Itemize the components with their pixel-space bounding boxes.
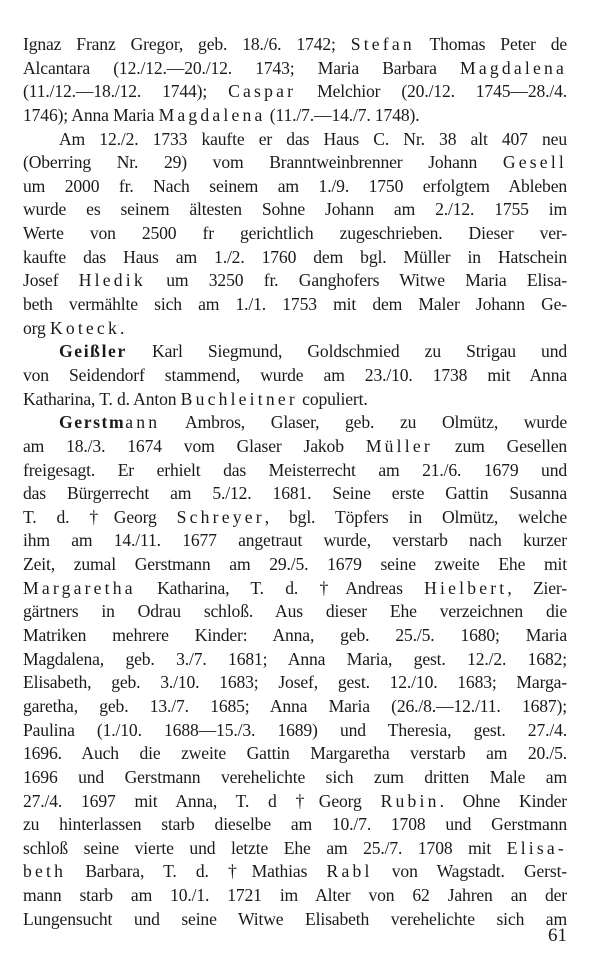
text-line bbox=[23, 742, 567, 766]
text-run: um 2000 fr. Nach seinem am 1./9. 1750 erfolgtem Ableben bbox=[23, 175, 567, 196]
text-run: Werte von 2500 fr gerichtlich zugeschrieben. Dieser ver- bbox=[23, 223, 567, 244]
text-run: ihm am 14./11. 1677 angetraut wurde, verstarb nach kurzer bbox=[23, 530, 567, 551]
spaced-name: Rabl bbox=[326, 861, 373, 882]
text-line bbox=[23, 671, 567, 695]
text-line bbox=[23, 388, 567, 412]
text-run: Melchior (20./12. 1745—28./4. bbox=[296, 81, 567, 102]
text-line bbox=[23, 813, 567, 837]
text-run: . bbox=[119, 317, 125, 338]
text-run: am 18./3. 1674 vom Glaser Jakob bbox=[23, 435, 366, 456]
spaced-name: Gesell bbox=[502, 152, 567, 173]
text-line bbox=[23, 860, 567, 884]
text-run: (Oberring Nr. 29) vom Branntweinbrenner Johann bbox=[23, 152, 503, 173]
text-line bbox=[23, 506, 567, 530]
text-line bbox=[23, 435, 567, 459]
text-line bbox=[23, 766, 567, 790]
text-run: Josef bbox=[23, 270, 79, 291]
text-run: , Zier- bbox=[507, 577, 567, 598]
spaced-name: Elisa- bbox=[506, 837, 567, 858]
text-run: T. d. †Georg bbox=[23, 506, 177, 527]
text-line bbox=[23, 151, 567, 175]
text-line bbox=[23, 411, 567, 435]
text-run: (11./7.—14./7. 1748). bbox=[265, 104, 420, 125]
page-body bbox=[23, 33, 567, 931]
text-run: freigesagt. Er erhielt das Meisterrecht am 21./6. 1679 und bbox=[23, 459, 567, 480]
text-run: Lungensucht und seine Witwe Elisabeth verehelichte sich am bbox=[23, 908, 567, 929]
text-run: garetha, geb. 13./7. 1685; Anna Maria (26./8.—12./11. 1687); bbox=[23, 695, 567, 716]
entry-heading: Geißler bbox=[59, 341, 127, 362]
text-line bbox=[23, 364, 567, 388]
text-line bbox=[23, 600, 567, 624]
text-line bbox=[23, 459, 567, 483]
text-run: 27./4. 1697 mit Anna, T. d †Georg bbox=[23, 790, 381, 811]
text-run: von Wagstadt. Gerst- bbox=[372, 861, 568, 882]
text-run: um 3250 fr. Ganghofers Witwe Maria Elisa- bbox=[145, 270, 567, 291]
text-line bbox=[23, 553, 567, 577]
text-line bbox=[23, 128, 567, 152]
spaced-name: ann bbox=[125, 412, 161, 433]
text-line bbox=[23, 175, 567, 199]
spaced-name: Koteck bbox=[49, 317, 120, 338]
text-line bbox=[23, 269, 567, 293]
text-line bbox=[23, 246, 567, 270]
text-run: Barbara, T. d. †Mathias bbox=[66, 861, 327, 882]
text-line bbox=[23, 529, 567, 553]
text-run: 1696 und Gerstmann verehelichte sich zum dritten Male am bbox=[23, 766, 567, 787]
text-run: org bbox=[23, 317, 50, 338]
text-run: Katharina, T. d. †Andreas bbox=[135, 577, 425, 598]
text-run: . Ohne Kinder bbox=[439, 790, 567, 811]
entry-heading: Gerstm bbox=[59, 412, 126, 433]
text-line bbox=[23, 222, 567, 246]
text-run: Ignaz Franz Gregor, geb. 18./6. 1742; bbox=[23, 34, 351, 54]
text-line bbox=[23, 837, 567, 861]
text-run: mann starb am 10./1. 1721 im Alter von 62 Jahren an der bbox=[23, 885, 567, 906]
text-line bbox=[23, 317, 567, 341]
text-run: 1746); Anna Maria bbox=[23, 104, 159, 125]
spaced-name: Magdalena bbox=[460, 57, 567, 78]
text-line bbox=[23, 104, 567, 128]
text-run: Alcantara (12./12.—20./12. 1743; Maria Barbara bbox=[23, 57, 461, 78]
text-run: Zeit, zumal Gerstmann am 29./5. 1679 seine zweite Ehe mit bbox=[23, 554, 567, 575]
text-run: Ambros, Glaser, geb. zu Olmütz, wurde bbox=[160, 412, 567, 433]
text-line bbox=[23, 57, 567, 81]
text-run: Thomas Peter de bbox=[414, 34, 567, 54]
text-run: Elisabeth, geb. 3./10. 1683; Josef, gest. 12./10. 1683; Marga- bbox=[23, 672, 567, 693]
text-line bbox=[23, 33, 567, 57]
text-run: kaufte das Haus am 1./2. 1760 dem bgl. Müller in Hatschein bbox=[23, 246, 567, 267]
text-line bbox=[23, 198, 567, 222]
text-run: (11./12.—18./12. 1744); bbox=[23, 81, 229, 102]
text-run: zum Gesellen bbox=[432, 435, 567, 456]
spaced-name: beth bbox=[23, 861, 67, 882]
text-run: copuliert. bbox=[297, 388, 368, 409]
text-run: , bgl. Töpfers in Olmütz, welche bbox=[264, 506, 568, 527]
spaced-name: Caspar bbox=[228, 81, 297, 102]
spaced-name: Hledik bbox=[78, 270, 146, 291]
text-line bbox=[23, 80, 567, 104]
text-line bbox=[23, 884, 567, 908]
text-line bbox=[23, 340, 567, 364]
spaced-name: Schreyer bbox=[176, 506, 265, 527]
text-run: wurde es seinem ältesten Sohne Johann am 2./12. 1755 im bbox=[23, 199, 567, 220]
text-run: zu hinterlassen starb dieselbe am 10./7. 1708 und Gerstmann bbox=[23, 814, 567, 835]
page-number: 61 bbox=[548, 925, 567, 946]
text-run: Matriken mehrere Kinder: Anna, geb. 25./5. 1680; Maria bbox=[23, 625, 567, 646]
text-run: Am 12./2. 1733 kaufte er das Haus C. Nr. 38 alt 407 neu bbox=[59, 128, 567, 149]
paragraph bbox=[23, 340, 567, 411]
text-run: von Seidendorf stammend, wurde am 23./10. 1738 mit Anna bbox=[23, 364, 567, 385]
text-run: gärtners in Odrau schloß. Aus dieser Ehe verzeichnen die bbox=[23, 601, 567, 622]
text-run: schloß seine vierte und letzte Ehe am 25./7. 1708 mit bbox=[23, 837, 507, 858]
text-run: Karl Siegmund, Goldschmied zu Strigau und bbox=[126, 341, 567, 362]
text-line bbox=[23, 648, 567, 672]
text-run: 1696. Auch die zweite Gattin Margaretha verstarb am 20./5. bbox=[23, 743, 567, 764]
spaced-name: Buchleitner bbox=[180, 388, 298, 409]
text-line bbox=[23, 719, 567, 743]
text-line bbox=[23, 908, 567, 932]
spaced-name: Magdalena bbox=[158, 104, 266, 125]
spaced-name: Stefan bbox=[350, 34, 415, 54]
spaced-name: Hielbert bbox=[424, 577, 508, 598]
text-line bbox=[23, 790, 567, 814]
spaced-name: Rubin bbox=[380, 790, 440, 811]
text-run: Paulina (1./10. 1688—15./3. 1689) und Theresia, gest. 27./4. bbox=[23, 719, 567, 740]
paragraph bbox=[23, 33, 567, 128]
text-run: Magdalena, geb. 3./7. 1681; Anna Maria, gest. 12./2. 1682; bbox=[23, 648, 567, 669]
paragraph bbox=[23, 128, 567, 341]
text-run: Katharina, T. d. Anton bbox=[23, 388, 181, 409]
text-line bbox=[23, 482, 567, 506]
spaced-name: Müller bbox=[365, 435, 433, 456]
text-run: das Bürgerrecht am 5./12. 1681. Seine erste Gattin Susanna bbox=[23, 483, 567, 504]
text-run: beth vermählte sich am 1./1. 1753 mit dem Maler Johann Ge- bbox=[23, 294, 567, 315]
text-line bbox=[23, 624, 567, 648]
text-line bbox=[23, 695, 567, 719]
spaced-name: Margaretha bbox=[23, 577, 136, 598]
paragraph bbox=[23, 411, 567, 931]
text-line bbox=[23, 293, 567, 317]
text-line bbox=[23, 577, 567, 601]
